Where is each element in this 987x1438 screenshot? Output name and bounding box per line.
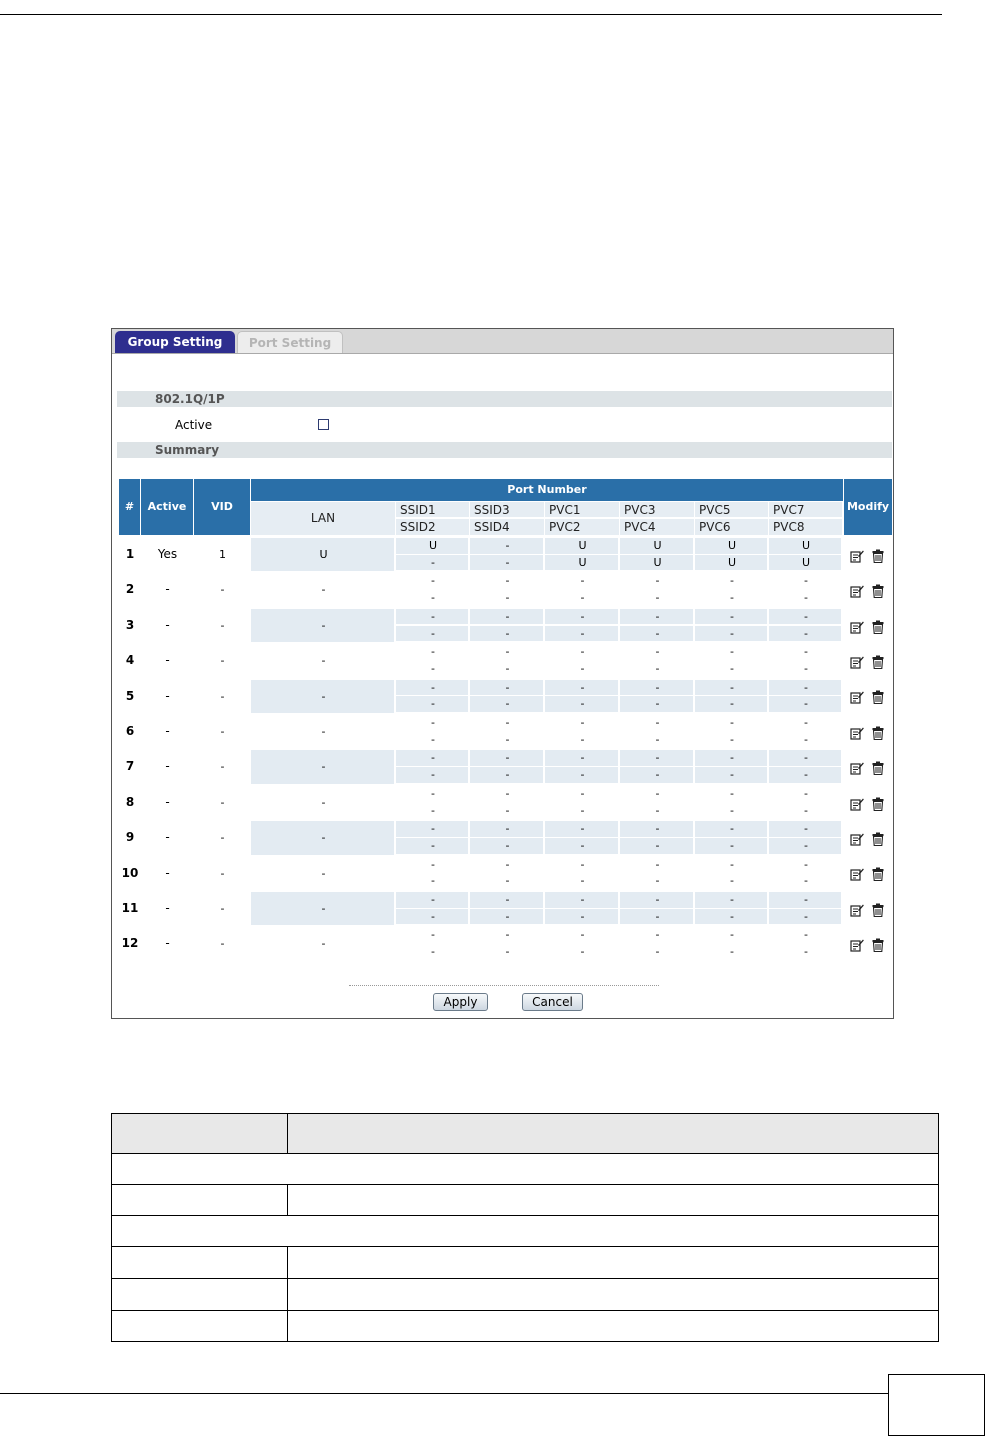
port-value-top: -	[431, 645, 435, 659]
row-vid: -	[220, 760, 225, 774]
row-lan: -	[321, 725, 326, 738]
port-value-top: -	[580, 857, 585, 871]
row-vid: -	[220, 902, 225, 915]
row-active: -	[165, 617, 170, 632]
edit-icon[interactable]	[850, 796, 864, 810]
port-value-top: -	[730, 716, 734, 729]
port-value-bottom: -	[505, 768, 510, 782]
port-value-top: -	[730, 645, 734, 659]
port-value-bottom: -	[730, 697, 734, 711]
row-num: 9	[125, 830, 135, 845]
edit-icon[interactable]	[850, 725, 864, 739]
port-value-top: -	[505, 857, 510, 871]
row-num: 3	[125, 617, 135, 632]
row-active: -	[165, 830, 170, 845]
port-value-bottom: -	[580, 909, 585, 923]
port-value-top: -	[655, 680, 660, 694]
port-value-top: -	[505, 928, 510, 942]
port-value-bottom: -	[580, 838, 585, 852]
row-active: Yes	[157, 547, 178, 561]
port-value-bottom: -	[431, 768, 435, 782]
header-cell-label	[112, 1114, 288, 1154]
port-value-bottom: -	[655, 732, 660, 746]
row-vid: -	[220, 795, 225, 809]
port-value-top: -	[804, 928, 808, 942]
port-value-top: -	[655, 716, 660, 729]
port-value-top: -	[580, 609, 585, 623]
port-value-bottom: -	[580, 945, 585, 959]
header-modify: Modify	[843, 479, 892, 535]
row-num: 7	[125, 759, 135, 774]
port-value-bottom: -	[580, 803, 585, 817]
port-value-top: -	[804, 716, 808, 729]
port-value-bottom: -	[730, 945, 734, 959]
row-num: 2	[125, 582, 135, 597]
table-row	[112, 1279, 939, 1311]
port-value-top: -	[580, 893, 585, 906]
port-value-bottom: -	[730, 909, 734, 923]
row-active: -	[165, 688, 170, 703]
port-value-top: -	[655, 822, 660, 836]
port-value-bottom: -	[505, 591, 510, 605]
label-cell	[112, 1247, 288, 1279]
port-value-bottom: -	[431, 838, 435, 852]
trash-icon[interactable]	[871, 902, 885, 916]
header-vid: VID	[194, 479, 251, 535]
row-lan: -	[321, 583, 326, 597]
table-row	[112, 1185, 939, 1216]
description-cell	[288, 1185, 939, 1216]
port-value-top: -	[655, 893, 660, 906]
port-value-bottom: -	[431, 909, 435, 923]
port-value-top: -	[505, 786, 510, 800]
port-value-bottom: -	[505, 803, 510, 817]
port-value-top: -	[730, 893, 734, 906]
port-value-top: -	[655, 751, 660, 765]
tab-group-setting[interactable]: Group Setting	[115, 331, 235, 353]
port-value-top: -	[505, 822, 510, 836]
port-value-top: -	[505, 609, 510, 623]
port-value-top: -	[431, 786, 435, 800]
header-port-pvc5: PVC5	[695, 502, 769, 518]
header-port-pvc7: PVC7	[769, 502, 843, 518]
row-num: 6	[125, 724, 135, 738]
section-cell	[112, 1216, 939, 1247]
row-vid: -	[220, 866, 225, 880]
port-value-top: U	[801, 539, 811, 552]
row-vid: -	[220, 725, 225, 738]
port-value-bottom: -	[580, 768, 585, 782]
port-value-top: -	[655, 786, 660, 800]
port-value-bottom: -	[804, 945, 808, 959]
label-cell	[112, 1311, 288, 1342]
section-summary-title: Summary	[117, 442, 892, 458]
port-value-top: -	[580, 574, 585, 588]
port-value-top: -	[730, 680, 734, 694]
port-value-top: -	[505, 680, 510, 694]
port-value-top: -	[730, 822, 734, 836]
edit-icon[interactable]	[850, 654, 864, 668]
port-value-bottom: -	[505, 626, 510, 640]
port-value-bottom: -	[655, 661, 660, 675]
trash-icon[interactable]	[871, 583, 885, 597]
header-port-pvc4: PVC4	[620, 519, 695, 535]
edit-icon[interactable]	[850, 902, 864, 916]
port-value-bottom: -	[431, 803, 435, 817]
port-value-bottom: U	[653, 555, 662, 569]
port-value-top: -	[804, 680, 808, 694]
port-value-bottom: -	[655, 874, 660, 888]
port-value-top: -	[431, 609, 435, 623]
port-value-top: -	[505, 716, 510, 729]
port-value-bottom: -	[730, 626, 734, 640]
row-num: 1	[125, 547, 135, 561]
header-port-pvc6: PVC6	[695, 519, 769, 535]
port-value-bottom: -	[505, 874, 510, 888]
header-cell-description	[288, 1114, 939, 1154]
row-lan: -	[321, 866, 326, 880]
port-value-top: -	[431, 857, 435, 871]
port-value-bottom: -	[505, 909, 510, 923]
port-value-bottom: -	[431, 661, 435, 675]
port-value-bottom: -	[804, 697, 808, 711]
port-value-bottom: -	[505, 945, 510, 959]
trash-icon[interactable]	[871, 548, 885, 562]
port-value-bottom: -	[505, 697, 510, 711]
row-lan: -	[321, 689, 326, 703]
row-vid: -	[220, 583, 225, 597]
port-value-top: -	[655, 574, 660, 588]
row-num: 12	[121, 936, 139, 951]
port-value-top: -	[730, 928, 734, 942]
header-port-ssid4: SSID4	[470, 519, 545, 535]
port-value-bottom: -	[505, 555, 510, 569]
row-vid: -	[220, 618, 225, 632]
port-value-top: -	[804, 857, 808, 871]
label-cell	[112, 1279, 288, 1311]
header-port-ssid1: SSID1	[396, 502, 470, 518]
port-value-bottom: -	[655, 909, 660, 923]
port-value-top: -	[730, 857, 734, 871]
port-value-top: U	[578, 539, 587, 552]
edit-icon[interactable]	[850, 831, 864, 845]
port-value-top: U	[428, 539, 438, 552]
row-lan: -	[321, 795, 326, 809]
port-value-top: -	[431, 928, 435, 942]
port-value-top: -	[655, 857, 660, 871]
port-value-bottom: -	[655, 803, 660, 817]
row-active: -	[165, 865, 170, 880]
port-value-top: -	[655, 645, 660, 659]
port-value-top: -	[730, 786, 734, 800]
section-row	[112, 1216, 939, 1247]
edit-icon[interactable]	[850, 937, 864, 951]
port-value-bottom: -	[730, 803, 734, 817]
page-footer-rule	[0, 1393, 888, 1394]
port-value-bottom: -	[580, 697, 585, 711]
port-value-top: -	[505, 574, 510, 588]
active-label: Active	[175, 418, 213, 432]
header-port-ssid2: SSID2	[396, 519, 470, 535]
port-value-bottom: -	[431, 591, 435, 605]
port-value-bottom: -	[804, 661, 808, 675]
row-num: 11	[121, 901, 139, 915]
description-cell	[288, 1279, 939, 1311]
row-num: 5	[125, 688, 135, 703]
port-value-top: -	[804, 751, 808, 765]
header-active: Active	[141, 479, 194, 535]
port-value-bottom: -	[730, 838, 734, 852]
header-port-pvc1: PVC1	[545, 502, 620, 518]
edit-icon[interactable]	[850, 866, 864, 880]
port-value-top: -	[580, 716, 585, 729]
row-vid: -	[220, 689, 225, 703]
trash-icon[interactable]	[871, 760, 885, 774]
apply-button[interactable]: Apply	[433, 993, 488, 1011]
port-value-bottom: -	[730, 591, 734, 605]
port-value-bottom: U	[727, 555, 737, 569]
row-lan: -	[321, 831, 326, 845]
row-vid: -	[220, 831, 225, 845]
port-value-top: -	[431, 893, 435, 906]
port-value-bottom: -	[431, 697, 435, 711]
header-num: #	[119, 479, 141, 535]
port-value-bottom: -	[804, 768, 808, 782]
port-value-top: -	[431, 751, 435, 765]
header-lan: LAN	[251, 502, 396, 535]
port-value-bottom: -	[505, 732, 510, 746]
port-value-bottom: -	[431, 555, 435, 569]
trash-icon[interactable]	[871, 937, 885, 951]
port-value-bottom: -	[580, 874, 585, 888]
field-description-table	[111, 1113, 939, 1342]
port-value-top: -	[505, 645, 510, 659]
port-value-bottom: -	[804, 803, 808, 817]
description-cell	[288, 1311, 939, 1342]
divider	[349, 985, 659, 986]
port-value-top: -	[580, 786, 585, 800]
port-value-bottom: -	[431, 626, 435, 640]
port-value-top: -	[730, 574, 734, 588]
port-value-top: -	[431, 574, 435, 588]
edit-icon[interactable]	[850, 583, 864, 597]
port-value-top: -	[505, 893, 510, 906]
header-port-ssid3: SSID3	[470, 502, 545, 518]
edit-icon[interactable]	[850, 548, 864, 562]
page-header-rule	[0, 14, 942, 15]
row-active: -	[165, 582, 170, 597]
port-value-bottom: -	[730, 874, 734, 888]
port-value-bottom: -	[730, 732, 734, 746]
port-value-bottom: U	[578, 555, 587, 569]
trash-icon[interactable]	[871, 619, 885, 633]
port-value-bottom: -	[431, 732, 435, 746]
port-value-top: -	[655, 609, 660, 623]
port-value-bottom: -	[580, 661, 585, 675]
port-value-top: -	[804, 574, 808, 588]
description-cell	[288, 1247, 939, 1279]
table-row	[112, 1247, 939, 1279]
port-value-bottom: -	[804, 909, 808, 923]
port-value-top: -	[580, 645, 585, 659]
port-value-top: -	[804, 645, 808, 659]
row-num: 8	[125, 794, 135, 809]
port-value-bottom: -	[804, 838, 808, 852]
tab-bar	[112, 329, 893, 354]
port-value-top: -	[505, 539, 510, 552]
port-value-bottom: -	[655, 626, 660, 640]
port-value-bottom: -	[431, 874, 435, 888]
port-value-top: -	[580, 822, 585, 836]
header-port-pvc3: PVC3	[620, 502, 695, 518]
row-lan: -	[321, 937, 326, 951]
row-lan: -	[321, 654, 326, 668]
header-port-pvc2: PVC2	[545, 519, 620, 535]
header-port-number: Port Number	[251, 479, 843, 501]
edit-icon[interactable]	[850, 619, 864, 633]
port-value-top: -	[580, 928, 585, 942]
port-value-top: -	[655, 928, 660, 942]
trash-icon[interactable]	[871, 796, 885, 810]
port-value-top: U	[727, 539, 737, 552]
port-value-top: -	[730, 751, 734, 765]
port-value-bottom: -	[580, 626, 585, 640]
port-value-top: -	[431, 680, 435, 694]
row-num: 10	[121, 865, 139, 880]
label-cell	[112, 1185, 288, 1216]
port-value-top: -	[804, 786, 808, 800]
port-value-top: -	[431, 822, 435, 836]
port-value-top: U	[653, 539, 662, 552]
section-8021q-title: 802.1Q/1P	[117, 391, 892, 407]
row-vid: -	[220, 937, 225, 951]
port-value-bottom: -	[804, 732, 808, 746]
port-value-bottom: -	[505, 661, 510, 675]
port-value-top: -	[730, 609, 734, 623]
port-value-top: -	[580, 680, 585, 694]
port-value-bottom: -	[804, 626, 808, 640]
vlan-screenshot	[111, 328, 894, 1019]
trash-icon[interactable]	[871, 725, 885, 739]
port-value-bottom: -	[505, 838, 510, 852]
port-value-top: -	[804, 893, 808, 906]
page-number-box	[888, 1374, 985, 1436]
port-value-top: -	[431, 716, 435, 729]
cancel-button[interactable]: Cancel	[522, 993, 583, 1011]
row-active: -	[165, 653, 170, 668]
row-vid: 1	[219, 548, 226, 561]
trash-icon[interactable]	[871, 866, 885, 880]
section-cell	[112, 1154, 939, 1185]
port-value-bottom: -	[804, 591, 808, 605]
row-lan: -	[321, 760, 326, 774]
row-lan: -	[321, 902, 326, 915]
port-value-bottom: -	[730, 661, 734, 675]
row-lan: -	[321, 618, 326, 632]
port-value-top: -	[804, 609, 808, 623]
port-value-bottom: -	[655, 945, 660, 959]
port-value-bottom: -	[655, 838, 660, 852]
port-value-bottom: -	[730, 768, 734, 782]
row-active: -	[165, 901, 170, 915]
active-checkbox[interactable]	[318, 419, 329, 430]
port-value-bottom: -	[655, 768, 660, 782]
port-value-bottom: -	[431, 945, 435, 959]
section-row	[112, 1154, 939, 1185]
table-row	[112, 1311, 939, 1342]
port-value-bottom: -	[655, 697, 660, 711]
row-active: -	[165, 724, 170, 738]
port-value-bottom: U	[801, 555, 811, 569]
port-value-bottom: -	[655, 591, 660, 605]
edit-icon[interactable]	[850, 760, 864, 774]
port-value-top: -	[580, 751, 585, 765]
vlan-summary-table	[119, 479, 892, 959]
tab-port-setting[interactable]: Port Setting	[237, 331, 343, 353]
port-value-top: -	[804, 822, 808, 836]
trash-icon[interactable]	[871, 831, 885, 845]
row-num: 4	[125, 653, 135, 668]
port-value-top: -	[505, 751, 510, 765]
port-value-bottom: -	[580, 732, 585, 746]
row-active: -	[165, 794, 170, 809]
port-value-bottom: -	[804, 874, 808, 888]
table-header-row	[112, 1114, 939, 1154]
header-port-pvc8: PVC8	[769, 519, 843, 535]
row-lan: U	[319, 548, 328, 561]
row-active: -	[165, 936, 170, 951]
port-value-bottom: -	[580, 591, 585, 605]
trash-icon[interactable]	[871, 654, 885, 668]
edit-icon[interactable]	[850, 689, 864, 703]
row-vid: -	[220, 654, 225, 668]
trash-icon[interactable]	[871, 689, 885, 703]
row-active: -	[165, 759, 170, 774]
